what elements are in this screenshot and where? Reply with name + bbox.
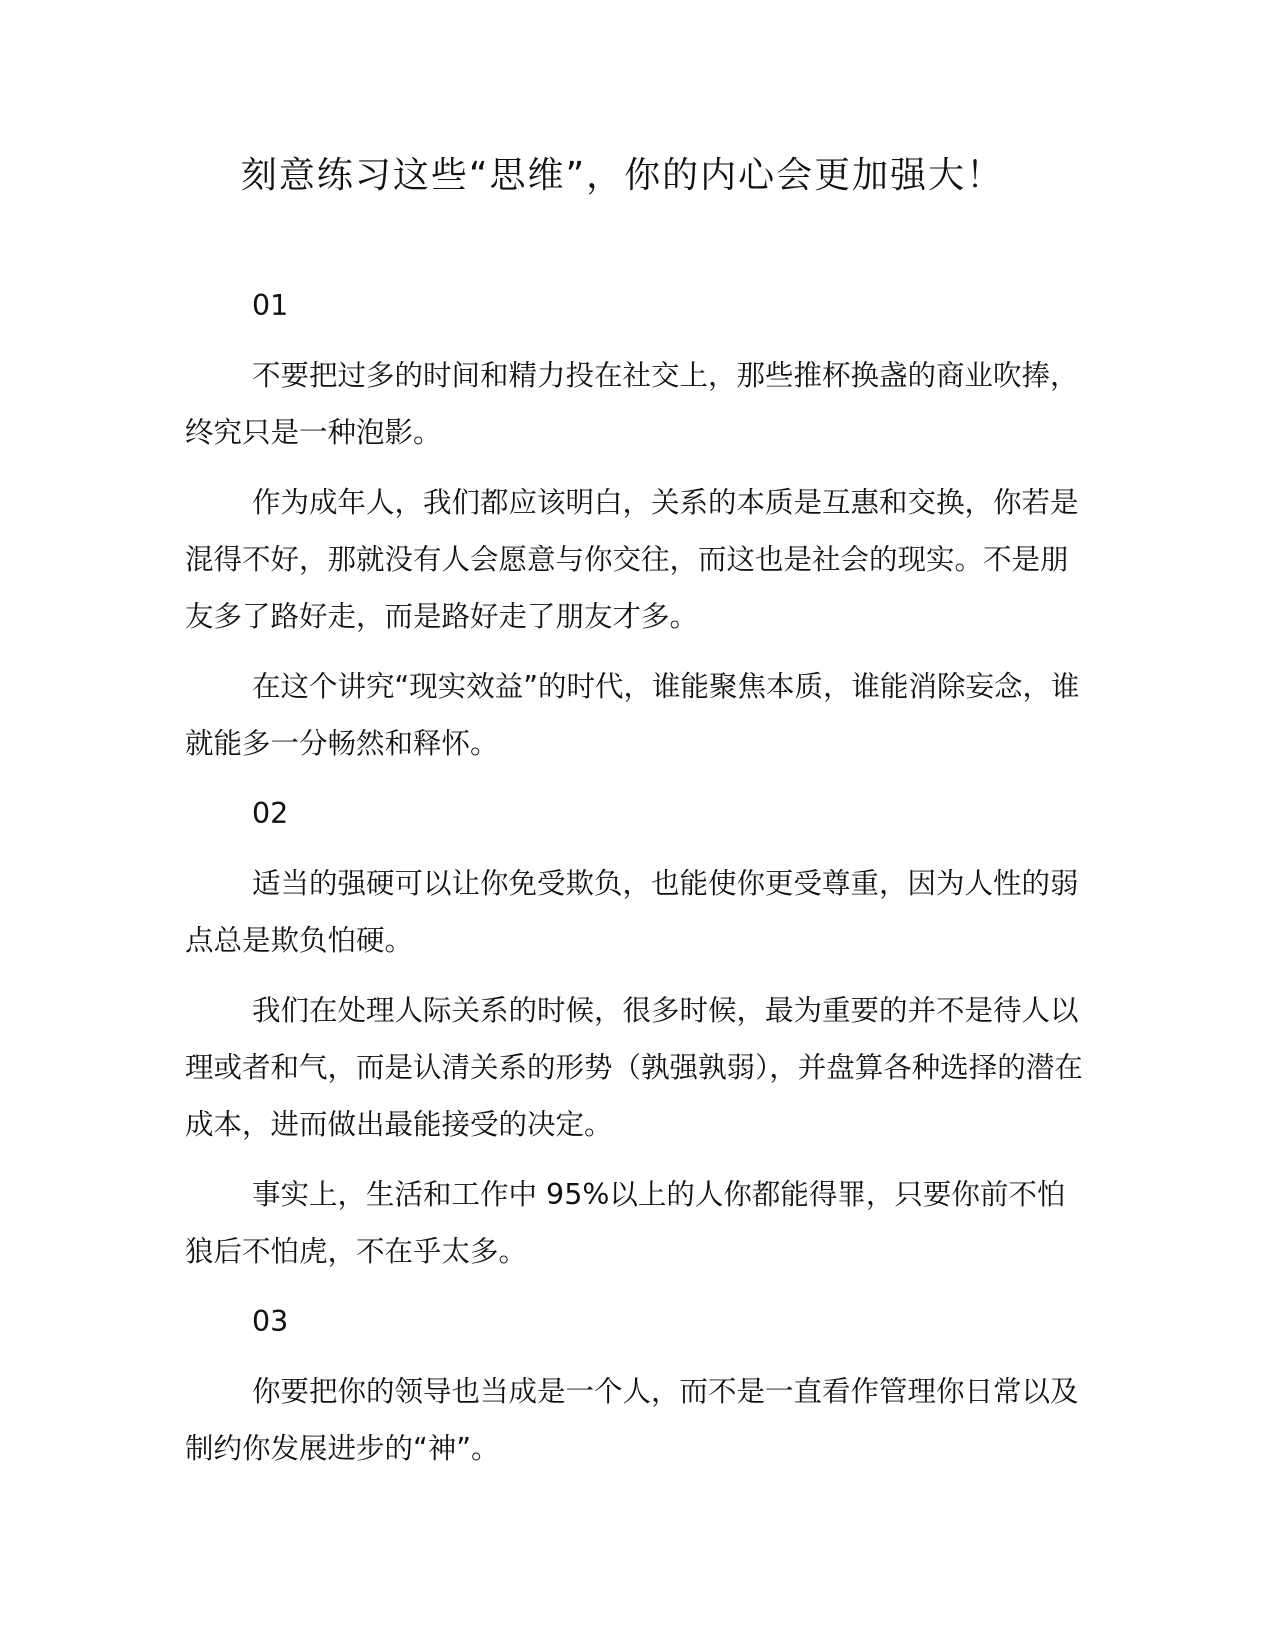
paragraph: 在这个讲究“现实效益”的时代，谁能聚焦本质，谁能消除妄念，谁就能多一分畅然和释怀。 <box>185 670 1080 760</box>
section-number: 02 <box>252 797 289 830</box>
document-body <box>185 277 1085 1490</box>
paragraph: 你要把你的领导也当成是一个人，而不是一直看作管理你日常以及制约你发展进步的“神”。 <box>185 1375 1079 1465</box>
section-02 <box>185 785 1085 1280</box>
paragraph: 我们在处理人际关系的时候，很多时候，最为重要的并不是待人以理或者和气，而是认清关系的形势（孰强孰弱），并盘算各种选择的潜在成本，进而做出最能接受的决定。 <box>185 994 1083 1141</box>
section-03 <box>185 1293 1085 1477</box>
paragraph: 不要把过多的时间和精力投在社交上，那些推杯换盏的商业吹捧，终究只是一种泡影。 <box>185 359 1079 449</box>
paragraph: 适当的强硬可以让你免受欺负，也能使你更受尊重，因为人性的弱点总是欺负怕硬。 <box>185 867 1079 957</box>
paragraph: 作为成年人，我们都应该明白，关系的本质是互惠和交换，你若是混得不好，那就没有人会愿意与你交往，而这也是社会的现实。不是朋友多了路好走，而是路好走了朋友才多。 <box>185 486 1079 633</box>
paragraph: 事实上，生活和工作中 95%以上的人你都能得罪，只要你前不怕狼后不怕虎，不在乎太多。 <box>185 1178 1066 1268</box>
document-title: 刻意练习这些“思维”，你的内心会更加强大！ <box>240 155 1005 196</box>
section-number: 03 <box>252 1305 289 1338</box>
section-01 <box>185 277 1085 772</box>
section-number: 01 <box>252 289 289 322</box>
